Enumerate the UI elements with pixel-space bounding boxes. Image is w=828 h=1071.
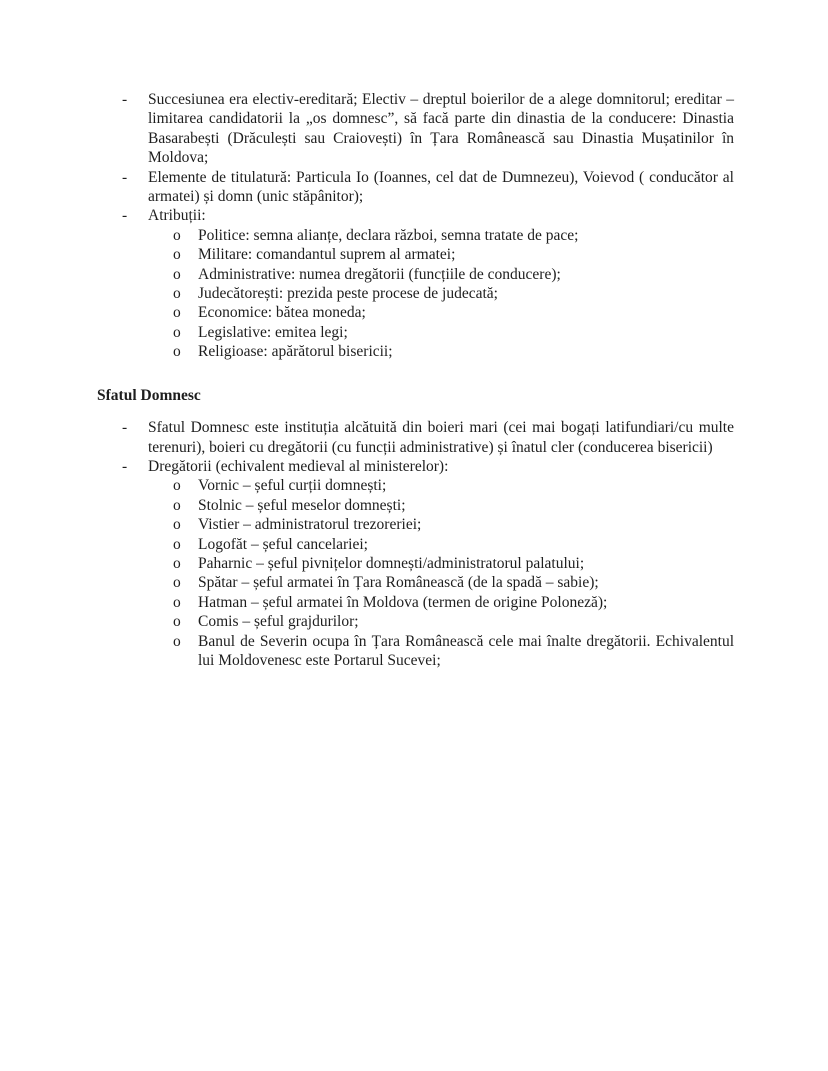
section-heading-sfatul-domnesc: Sfatul Domnesc (97, 386, 201, 404)
sub-bullet-item-legislative (97, 323, 734, 342)
sub-bullet-item-logofat (97, 535, 734, 554)
dash-bullet-marker: - (122, 457, 128, 475)
o-bullet-marker: o (173, 516, 181, 534)
o-bullet-marker: o (173, 535, 181, 553)
sub-bullet-item-politice (97, 226, 734, 245)
o-bullet-marker: o (173, 343, 181, 361)
bullet-text: Elemente de titulatură: Particula Io (Ioannes, cel dat de Dumnezeu), Voievod ( conducător al armatei) și domn (unic stăpânitor); (148, 168, 734, 206)
dash-bullet-marker: - (122, 91, 128, 108)
bullet-item-sfatul-domnesc (97, 418, 734, 457)
sub-bullet-text: Administrative: numea dregătorii (funcțiile de conducere); (198, 265, 561, 283)
o-bullet-marker: o (173, 265, 181, 283)
sub-bullet-text: Vistier – administratorul trezoreriei; (198, 516, 422, 534)
o-bullet-marker: o (173, 323, 181, 341)
bullet-text: Sfatul Domnesc este instituția alcătuită din boieri mari (cei mai bogați latifundiari/cu multe terenuri), boieri cu dregătorii (cu funcții administrative) și înatul cler (conducerea bisericii) (148, 419, 734, 456)
o-bullet-marker: o (173, 554, 181, 572)
sub-bullet-item-religioase (97, 342, 734, 361)
sub-bullet-item-economice (97, 303, 734, 322)
dash-bullet-marker: - (122, 207, 128, 225)
bullet-item-titulatura (97, 168, 734, 207)
sub-bullet-text: Banul de Severin ocupa în Țara Românească cele mai înalte dregătorii. Echivalentul lui Moldovenesc este Portarul Sucevei; (198, 632, 734, 669)
sub-bullet-item-administrative (97, 265, 734, 284)
o-bullet-marker: o (173, 613, 181, 631)
sub-bullet-text: Legislative: emitea legi; (198, 323, 348, 341)
sub-bullet-item-banul-de-severin (97, 632, 734, 671)
sub-bullet-text: Spătar – șeful armatei în Țara Românească (de la spadă – sabie); (198, 574, 599, 592)
bullet-item-atributii (97, 206, 734, 225)
o-bullet-marker: o (173, 574, 181, 592)
sub-bullet-item-vistier (97, 515, 734, 534)
o-bullet-marker: o (173, 246, 181, 264)
bullet-text: Dregătorii (echivalent medieval al ministerelor): (148, 457, 449, 475)
o-bullet-marker: o (173, 226, 181, 244)
bullet-text: Atribuții: (148, 207, 206, 225)
sub-bullet-text: Paharnic – șeful pivnițelor domnești/administratorul palatului; (198, 554, 585, 572)
dash-bullet-marker: - (122, 419, 128, 437)
sub-bullet-text: Politice: semna alianțe, declara război, semna tratate de pace; (198, 226, 579, 244)
sub-bullet-text: Religioase: apărătorul bisericii; (198, 343, 393, 361)
sub-bullet-text: Economice: bătea moneda; (198, 304, 366, 322)
sub-bullet-item-stolnic (97, 496, 734, 515)
sub-bullet-item-vornic (97, 476, 734, 495)
sub-bullet-text: Logofăt – șeful cancelariei; (198, 535, 368, 553)
sub-bullet-item-militare (97, 245, 734, 264)
sub-bullet-text: Hatman – șeful armatei în Moldova (termen de origine Poloneză); (198, 593, 608, 611)
sub-bullet-text: Stolnic – șeful meselor domnești; (198, 496, 406, 514)
sub-bullet-item-comis (97, 612, 734, 631)
bullet-text: Succesiunea era electiv-ereditară; Electiv – dreptul boierilor de a alege domnitorul; ereditar – limitarea candidatorii la „os domnesc”, să facă parte din dinastia de la conducere: Dinastia Basarabești (Drăculești sau Craiovești) în Țara Românească sau Dinastia Mușatinilor în Moldova; (148, 91, 734, 167)
sub-bullet-text: Comis – șeful grajdurilor; (198, 613, 359, 631)
sub-bullet-text: Judecătorești: prezida peste procese de judecată; (198, 285, 498, 303)
sub-bullet-text: Militare: comandantul suprem al armatei; (198, 246, 456, 264)
dash-bullet-marker: - (122, 168, 128, 186)
o-bullet-marker: o (173, 593, 181, 611)
o-bullet-marker: o (173, 477, 181, 495)
bullet-item-succesiunea (97, 90, 734, 168)
sub-bullet-text: Vornic – șeful curții domnești; (198, 477, 387, 495)
document-content (97, 90, 734, 670)
o-bullet-marker: o (173, 304, 181, 322)
sub-bullet-item-paharnic (97, 554, 734, 573)
o-bullet-marker: o (173, 285, 181, 303)
bullet-item-dregatorii (97, 457, 734, 476)
sub-bullet-item-spatar (97, 573, 734, 592)
o-bullet-marker: o (173, 632, 181, 650)
o-bullet-marker: o (173, 496, 181, 514)
sub-bullet-item-hatman (97, 593, 734, 612)
sub-bullet-item-judecatoresti (97, 284, 734, 303)
